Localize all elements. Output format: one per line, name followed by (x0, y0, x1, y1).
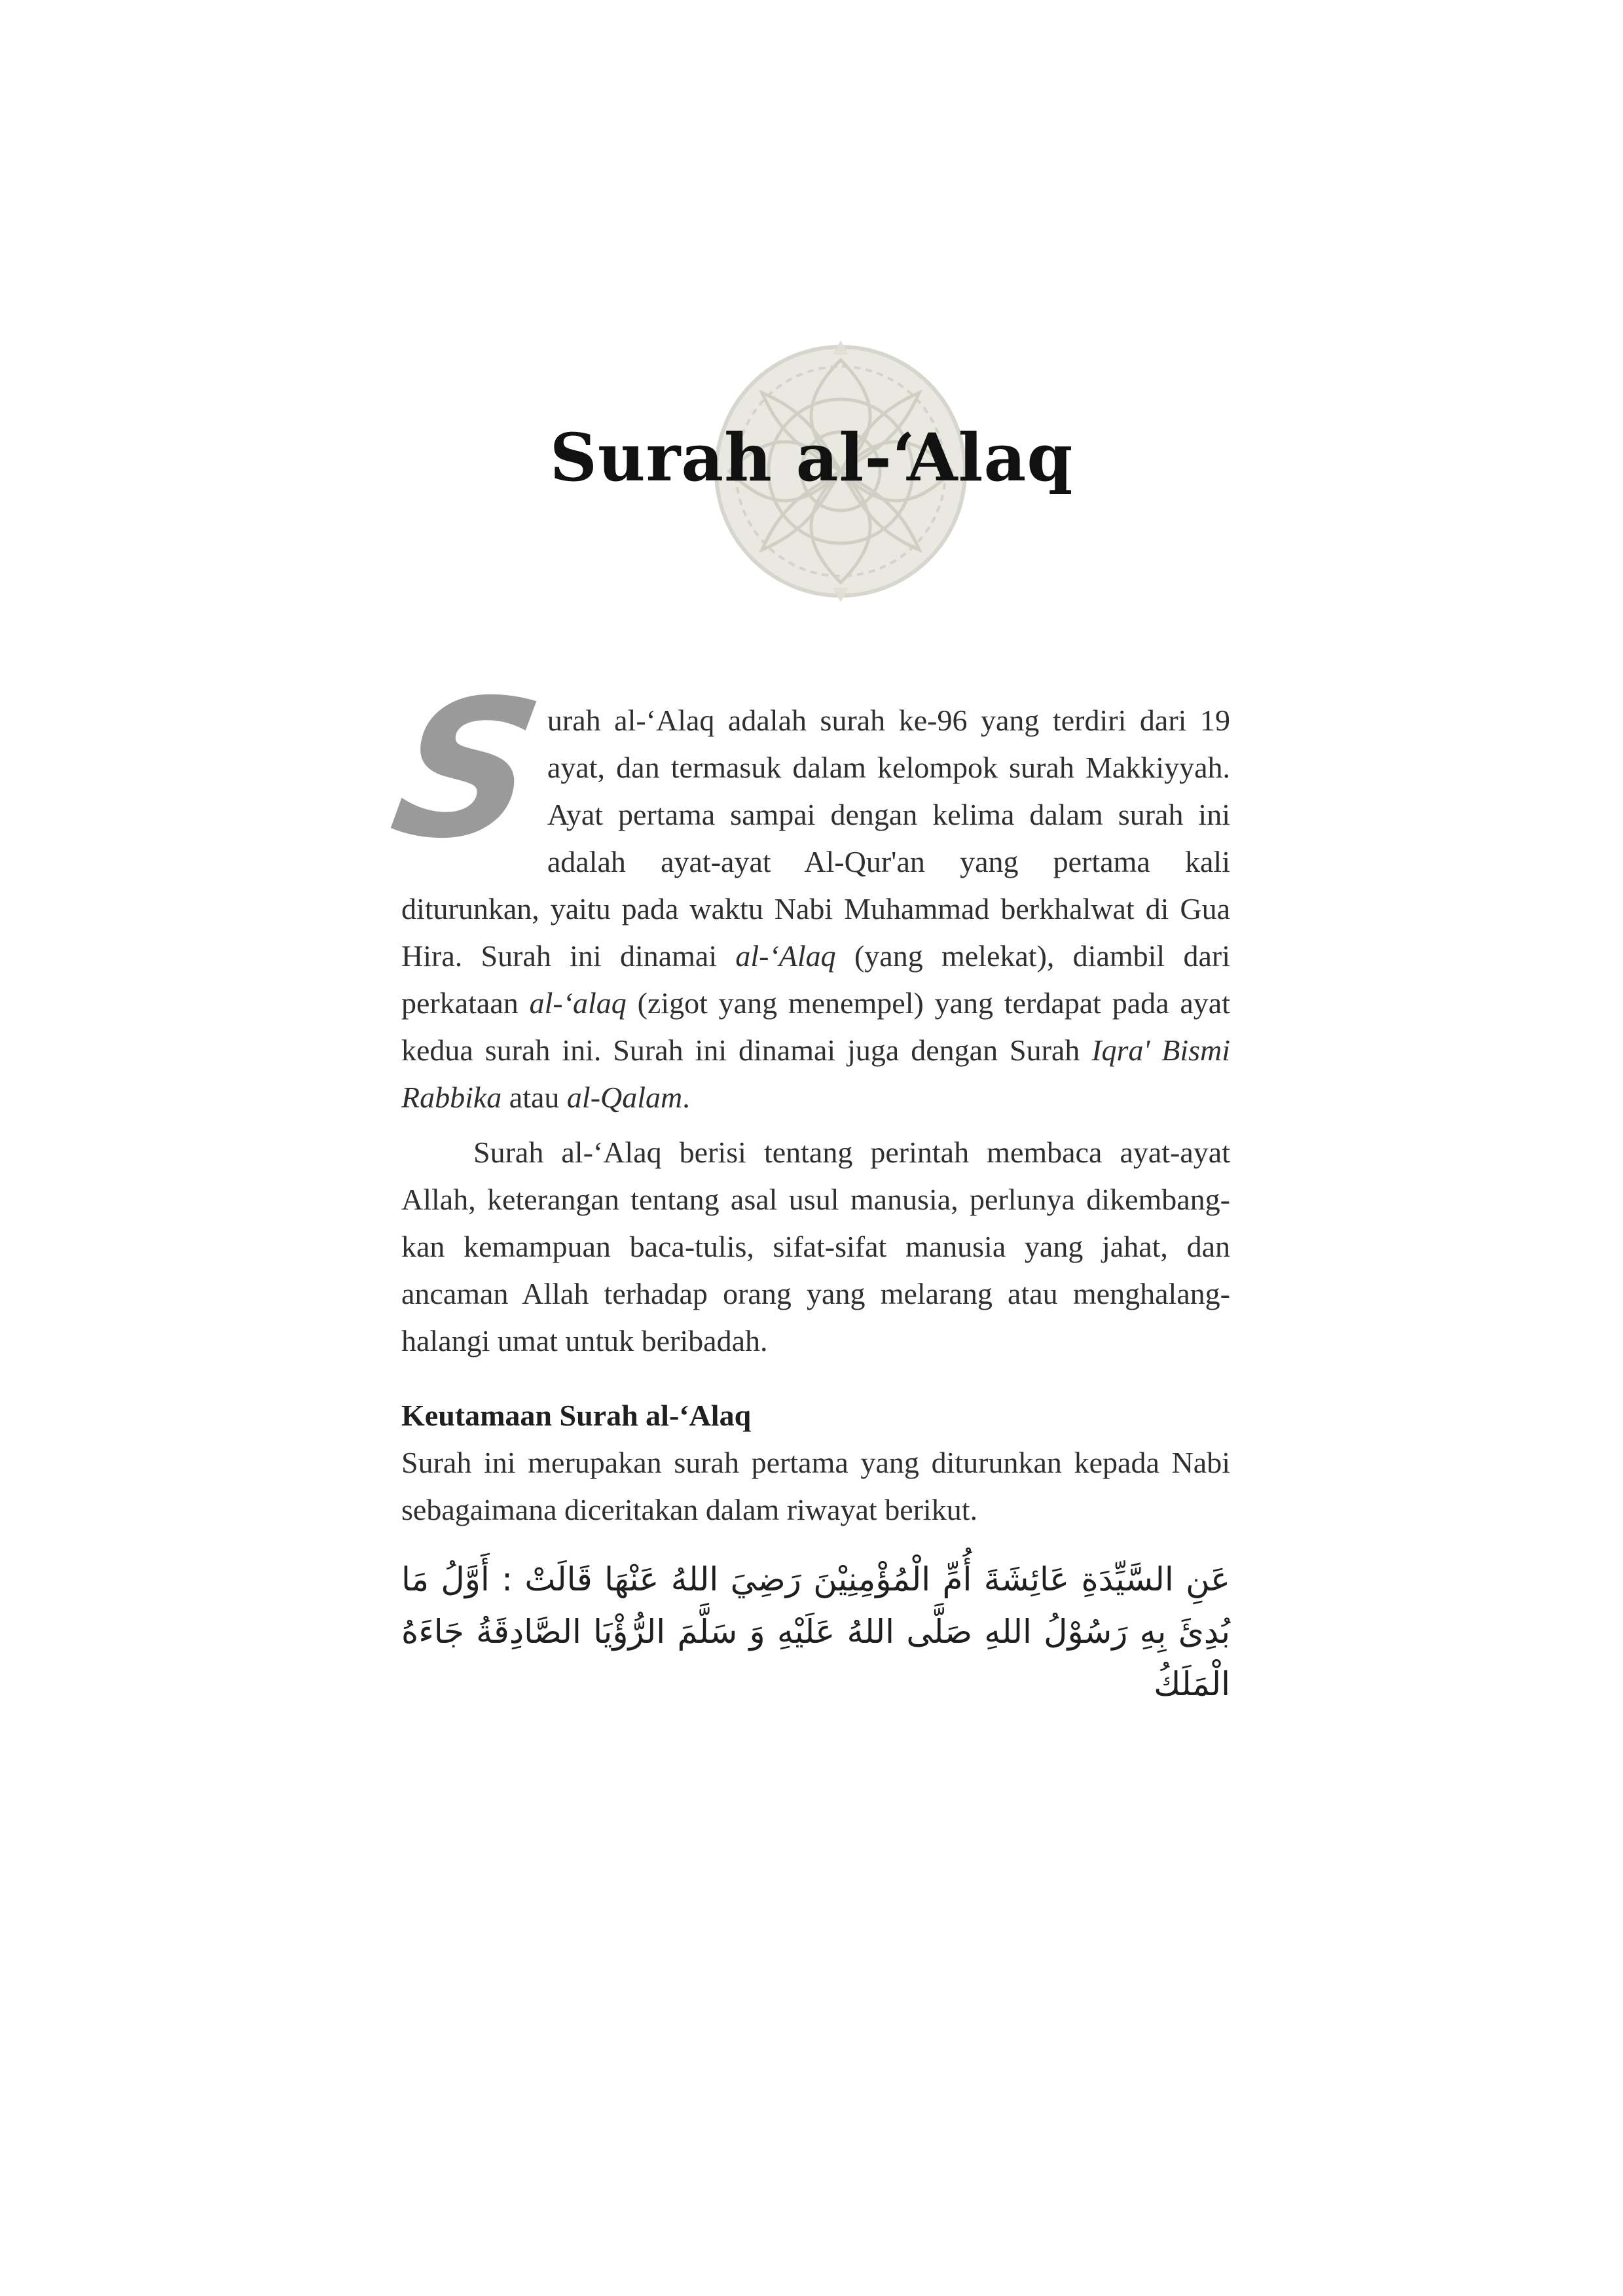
text-run: urah al-‘Alaq adalah surah ke-96 yang terdiri dari 19 ayat, dan termasuk dalam kelompok surah Makkiyyah. Ayat pertama sampai dengan kelima dalam surah ini adalah ayat-ayat Al-Qur'an yang pertama kali diturunkan, yaitu pada waktu Nabi Muhammad berkhalwat di Gua Hira. Surah ini dinamai (401, 704, 1230, 973)
italic-term: Iqra' Bismi Rabbika (401, 1033, 1230, 1114)
body-text (378, 660, 1230, 1710)
drop-cap: S (378, 660, 555, 880)
paragraph-content: Surah al-‘Alaq berisi tentang perintah membaca ayat-ayat Allah, keterangan tentang asal usul manusia, perlunya dikembang-kan kemampuan baca-tulis, sifat-sifat manusia yang jahat, dan ancaman Allah terhadap orang yang melarang atau menghalang-halangi umat untuk beribadah. (401, 1136, 1230, 1357)
italic-term: al-Qalam (566, 1081, 683, 1114)
text-run: atau (501, 1081, 567, 1114)
paragraph-intro (378, 660, 1230, 1121)
page-title: Surah al-‘Alaq (549, 419, 1074, 496)
italic-term: al-‘alaq (529, 986, 627, 1020)
text-run: (zigot yang menempel) yang terdapat pada ayat kedua surah ini. Surah ini dinamai juga dengan Surah (401, 986, 1230, 1067)
italic-term: al-‘Alaq (735, 939, 836, 973)
arabic-hadith-text: عَنِ السَّيِّدَةِ عَائِشَةَ أُمِّ الْمُؤْمِنِيْنَ رَضِيَ اللهُ عَنْهَا قَالَتْ : أَوَّلُ مَا بُدِئَ بِهِ رَسُوْلُ اللهِ صَلَّى اللهُ عَلَيْهِ وَ سَلَّمَ الرُّؤْيَا الصَّادِقَةُ جَاءَهُ الْمَلَكُ (401, 1560, 1230, 1703)
text-run: (yang melekat), diambil dari perkataan (401, 939, 1230, 1020)
text-run: . (682, 1081, 690, 1114)
section-heading: Keutamaan Surah al-‘Alaq (401, 1399, 752, 1432)
paragraph-virtue: Surah ini merupakan surah pertama yang diturunkan kepada Nabi sebagaimana diceritakan dalam riwayat berikut. (401, 1446, 1230, 1526)
